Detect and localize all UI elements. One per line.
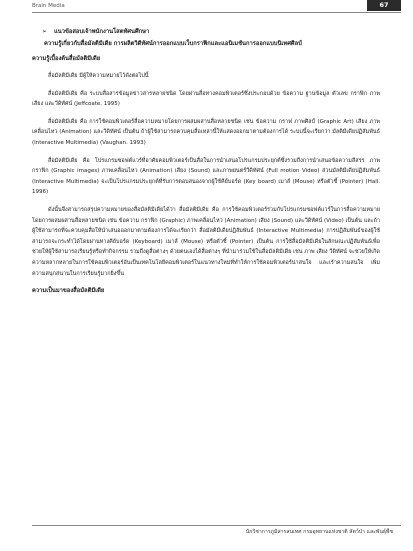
- page-number: 67: [367, 0, 401, 11]
- footer-divider: [32, 525, 401, 526]
- paragraph: สื่อมัลติมีเดีย คือ การใช้คอมพิวเตอร์สื่อความหมายโดยการผสมผสานสื่อหลายชนิด เช่น ข้อความ กราฟ ภาพศิลป์ (Graphic Art) เสียง ภาพเคลื่อนไหว (Animation) และวีดิทัศน์ เป็นต้น ถ้าผู้ใช้สามารถควบคุมสื่อเหล่านี้ให้แสดงออกมาตามต้องการได้ ระบบนี้จะเรียกว่า มัลติมีเดียปฏิสัมพันธ์ (Interactive Multimedia) (Vaughan. 1993): [32, 118, 380, 146]
- paragraph: สื่อมัลติมีเดีย มีผู้ให้ความหมายไว้ดังต่อไปนี้: [48, 73, 149, 79]
- paragraph: สื่อมัลติมีเดีย คือ โปรแกรมซอฟต์แวร์ที่อาศัยคอมพิวเตอร์เป็นสื่อในการนำเสนอโปรแกรมประยุกต์ซึ่งรวมถึงการนำเสนอข้อความสีสรร ภาพกราฟิก (Graphic images) ภาพเคลื่อนไหว (Animation) เสียง (Sound) และภาพยนตร์วีดิทัศน์ (Full motion Video) ส่วนมัลติมีเดียปฏิสัมพันธ์ (Interactive Multimedia) จะเป็นโปรแกรมประยุกต์ที่รับการตอบสนองจากผู้ใช้คีย์บอร์ด (Key board) เมาส์ (Mouse) หรือตัวชี้ (Pointer) (Hall. 1996): [32, 157, 380, 196]
- topic-text: แนวข้อสอบเจ้าพนักงานโสตทัศนศึกษา: [54, 29, 150, 35]
- brand-name: Brain Media: [32, 3, 65, 9]
- subtopic-heading: ความรู้เกี่ยวกับสื่อมัลติมีเดีย การผลิตวิดีทัศน์การออกแบบเว็บกราฟิกและแอนิเมชันการออกแบบนิเทศศิลป์: [44, 41, 302, 47]
- section-title: ความรู้เบื้องต้นสื่อมัลติมีเดีย: [32, 56, 101, 62]
- paragraph: ดังนั้นจึงสามารถสรุปความหมายของสื่อมัลติมีเดียได้ว่า สื่อมัลติมีเดีย คือ การใช้คอมพิวเตอร์ร่วมกับโปรแกรมซอฟต์แวร์ในการสื่อความหมายโดยการผสมผสานสื่อหลายชนิด เช่น ข้อความ กราฟิก (Graphic) ภาพเคลื่อนไหว (Animation) เสียง (Sound) และวีดิทัศน์ (Video) เป็นต้น และถ้าผู้ใช้สามารถที่จะควบคุมสื่อให้นำเสนอออกมาตามต้องการได้จะเรียกว่า สื่อมัลติมีเดียปฏิสัมพันธ์ (Interactive Multimedia) การปฏิสัมพันธ์ของผู้ใช้สามารถจะกระทำได้โดยผ่านทางคีย์บอร์ด (Keyboard) เมาส์ (Mouse) หรือตัวชี้ (Pointer) เป็นต้น การใช้สื่อมัลติมีเดียในลักษณะปฏิสัมพันธ์เพื่อช่วยให้ผู้ใช้สามารถเรียนรู้หรือทำกิจกรรม รวมถึงดูสื่อต่างๆ ด้วยตนเองได้สื่อต่างๆ ที่นำมาร่วมใช้ในสื่อมัลติมีเดีย เช่น ภาพ เสียง วีดิทัศน์ จะช่วยให้เกิดความหลากหลายในการใช้คอมพิวเตอร์อันเป็นเทคโนโลยีคอมพิวเตอร์ในแนวทางใหม่ที่ทำให้การใช้คอมพิวเตอร์น่าสนใจ และเร้าความสนใจ เพิ่มความสนุกสนานในการเรียนรู้มากยิ่งขึ้น: [32, 206, 380, 277]
- page-header: [0, 0, 413, 12]
- topic-heading: [32, 27, 380, 37]
- paragraph: สื่อมัลติมีเดีย คือ ระบบสื่อสารข้อมูลข่าวสารหลายชนิด โดยผ่านสื่อทางคอมพิวเตอร์ซึ่งประกอบด้วย ข้อความ ฐานข้อมูล ตัวเลข กราฟิก ภาพเสียง และวีดิทัศน์ (Jeffcoate. 1995): [32, 90, 380, 108]
- header-divider: [32, 12, 401, 13]
- arrow-bullet-icon: ➢: [42, 29, 47, 35]
- page-footer: นักวิชาการภูมิสารสนเทศ กรมอุทยานแห่งชาติ สัตว์ป่า และพันธุ์พืช: [245, 529, 393, 535]
- page-content: [32, 27, 380, 303]
- section-title: ความเป็นมาของสื่อมัลติมีเดีย: [32, 288, 105, 295]
